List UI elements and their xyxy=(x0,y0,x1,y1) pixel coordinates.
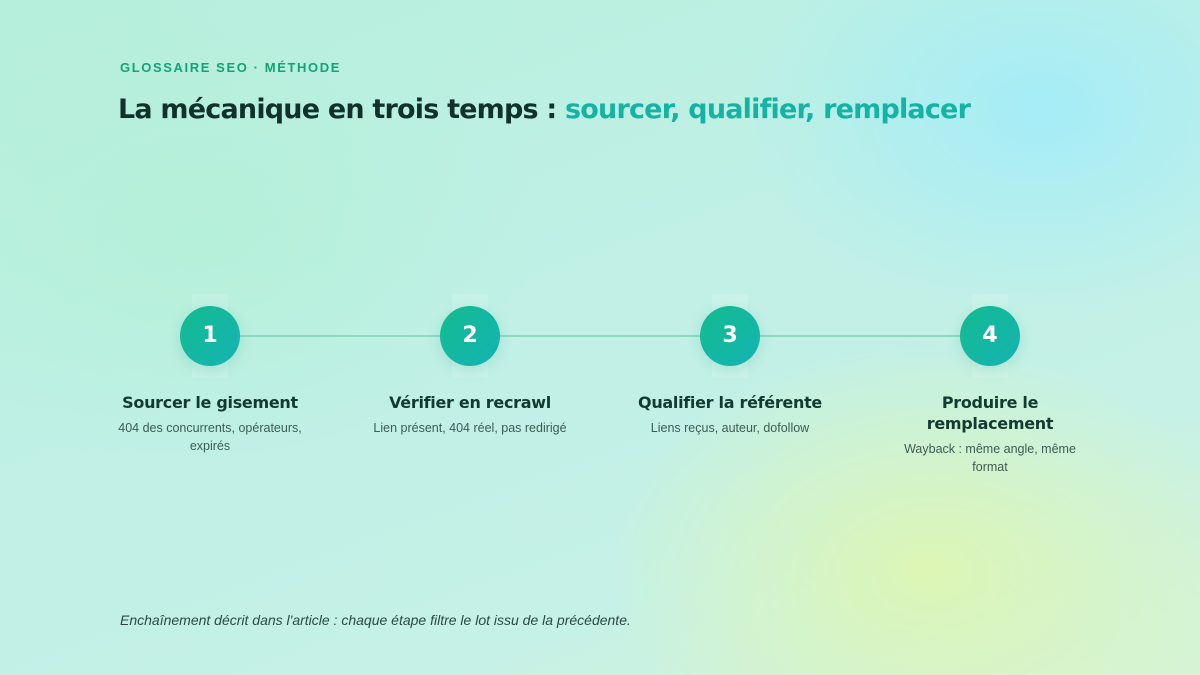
step-title: Produire le remplacement xyxy=(926,393,1054,433)
step-1 xyxy=(110,306,310,455)
step-title: Sourcer le gisement xyxy=(122,393,298,412)
step-3 xyxy=(630,306,830,437)
step-2 xyxy=(370,306,570,437)
page-title xyxy=(118,94,970,125)
step-number-badge: 4 xyxy=(960,306,1020,366)
title-main: La mécanique en trois temps : xyxy=(118,94,566,125)
step-description: Liens reçus, auteur, dofollow xyxy=(650,421,810,435)
step-number-badge: 3 xyxy=(700,306,760,366)
step-number-badge: 2 xyxy=(440,306,500,366)
timeline-connector xyxy=(210,335,990,337)
eyebrow-label: GLOSSAIRE SEO · MÉTHODE xyxy=(120,60,341,75)
step-title: Vérifier en recrawl xyxy=(389,393,551,412)
footnote: Enchaînement décrit dans l'article : chaque étape filtre le lot issu de la précédente. xyxy=(120,612,631,628)
step-4 xyxy=(890,306,1090,476)
title-accent: sourcer, qualifier, remplacer xyxy=(565,94,971,125)
step-description: 404 des concurrents, opérateurs, expirés xyxy=(118,421,302,453)
step-title: Qualifier la référente xyxy=(638,393,822,412)
step-description: Wayback : même angle, même format xyxy=(904,442,1076,474)
step-description: Lien présent, 404 réel, pas redirigé xyxy=(373,421,567,435)
step-number-badge: 1 xyxy=(180,306,240,366)
